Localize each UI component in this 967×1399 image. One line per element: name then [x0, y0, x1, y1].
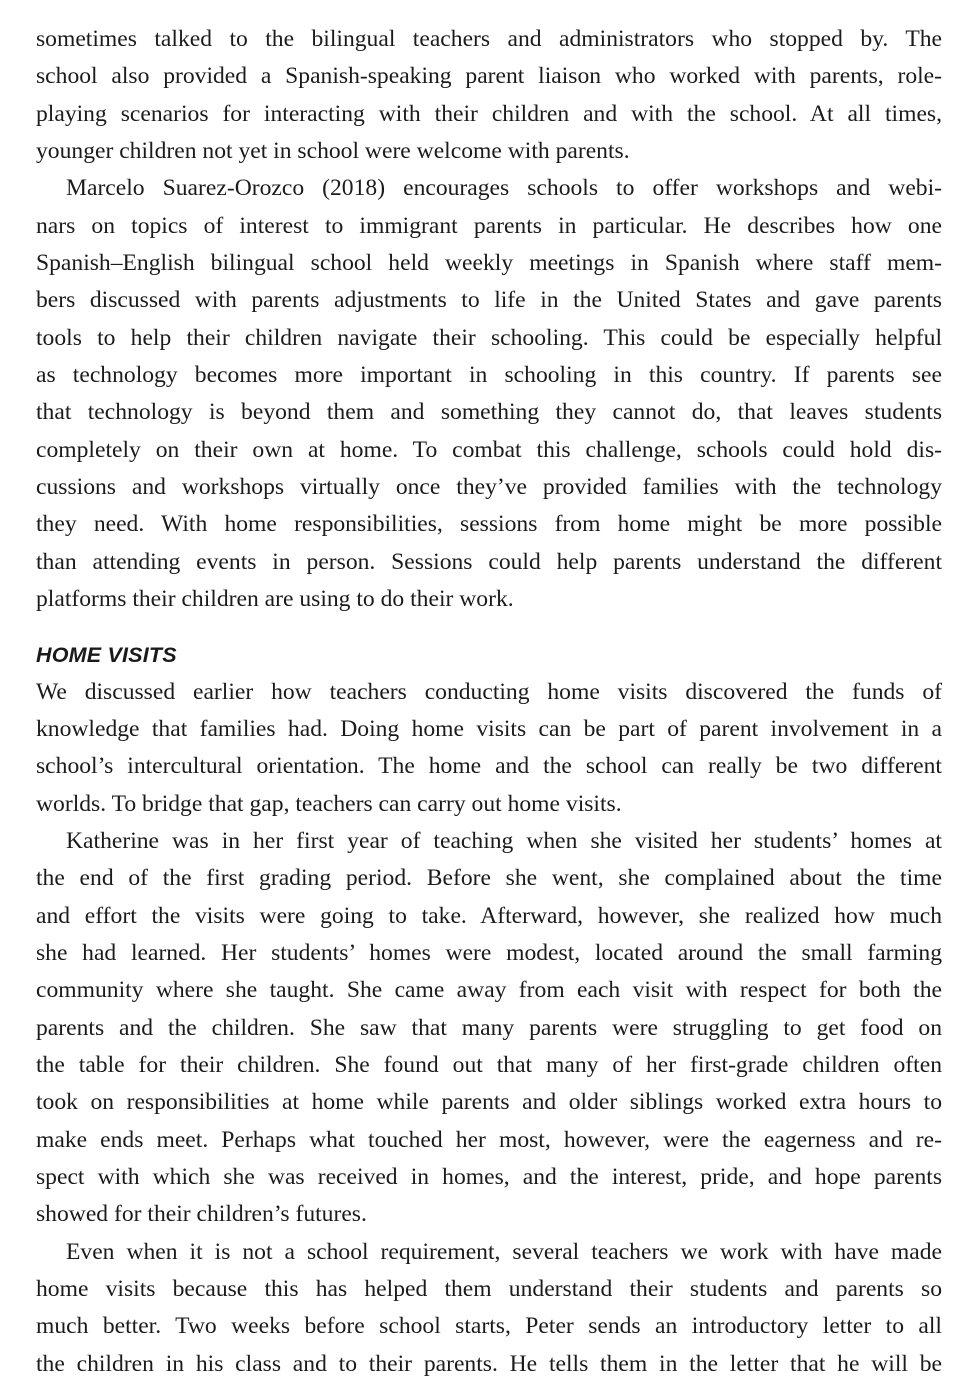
text-line: bers discussed with parents adjustments to life in the United States and gave parents [36, 287, 942, 314]
paragraph [36, 21, 942, 170]
text-line: showed for their children’s futures. [36, 1201, 367, 1228]
text-line: as technology becomes more important in schooling in this country. If parents see [36, 362, 942, 389]
text-line: cussions and workshops virtually once they’ve provided families with the technology [36, 474, 942, 501]
text-line: tools to help their children navigate their schooling. This could be especially helpful [36, 324, 942, 351]
text-line: knowledge that families had. Doing home visits can be part of parent involvement in a [36, 715, 942, 742]
text-line: Marcelo Suarez-Orozco (2018) encourages schools to offer workshops and webi- [66, 175, 942, 202]
text-line: sometimes talked to the bilingual teachers and administrators who stopped by. The [36, 26, 942, 52]
text-line: that technology is beyond them and something they cannot do, that leaves students [36, 399, 942, 426]
text-line: she had learned. Her students’ homes were modest, located around the small farming [36, 939, 942, 966]
text-line: completely on their own at home. To combat this challenge, schools could hold dis- [36, 436, 942, 463]
text-line: the children in his class and to their parents. He tells them in the letter that he will be [36, 1350, 942, 1377]
text-line: We discussed earlier how teachers conducting home visits discovered the funds of [36, 678, 942, 705]
section-heading: HOME VISITS [36, 642, 177, 667]
text-line: the end of the first grading period. Before she went, she complained about the time [36, 865, 942, 892]
paragraph [36, 674, 942, 823]
text-line: make ends meet. Perhaps what touched her most, however, were the eagerness and re- [36, 1126, 942, 1153]
text-line: Spanish–English bilingual school held weekly meetings in Spanish where staff mem- [36, 250, 942, 277]
text-line: school’s intercultural orientation. The home and the school can really be two different [36, 753, 942, 780]
text-line: much better. Two weeks before school starts, Peter sends an introductory letter to all [36, 1313, 942, 1340]
paragraph [36, 170, 942, 618]
text-line: than attending events in person. Sessions could help parents understand the different [36, 548, 942, 575]
text-line: younger children not yet in school were welcome with parents. [36, 138, 630, 165]
text-line: and effort the visits were going to take. Afterward, however, she realized how much [36, 902, 942, 929]
text-line: Even when it is not a school requirement, several teachers we work with have made [66, 1238, 942, 1265]
text-line: platforms their children are using to do their work. [36, 586, 514, 613]
text-line: parents and the children. She saw that many parents were struggling to get food on [36, 1014, 942, 1041]
text-line: nars on topics of interest to immigrant parents in particular. He describes how one [36, 212, 942, 239]
paragraph [36, 1234, 942, 1383]
text-line: spect with which she was received in homes, and the interest, pride, and hope parents [36, 1163, 942, 1190]
text-line: school also provided a Spanish-speaking parent liaison who worked with parents, role- [36, 63, 942, 90]
text-line: the table for their children. She found out that many of her first-grade children often [36, 1051, 942, 1078]
text-line: playing scenarios for interacting with their children and with the school. At all times, [36, 100, 942, 127]
paragraph [36, 823, 942, 1234]
text-line: worlds. To bridge that gap, teachers can carry out home visits. [36, 790, 622, 817]
text-line: home visits because this has helped them understand their students and parents so [36, 1276, 942, 1302]
text-line: Katherine was in her first year of teaching when she visited her students’ homes at [66, 827, 942, 854]
text-line: community where she taught. She came away from each visit with respect for both the [36, 977, 942, 1004]
text-line: took on responsibilities at home while parents and older siblings worked extra hours to [36, 1089, 942, 1116]
text-line: they need. With home responsibilities, sessions from home might be more possible [36, 511, 942, 538]
document-page [36, 21, 942, 1383]
